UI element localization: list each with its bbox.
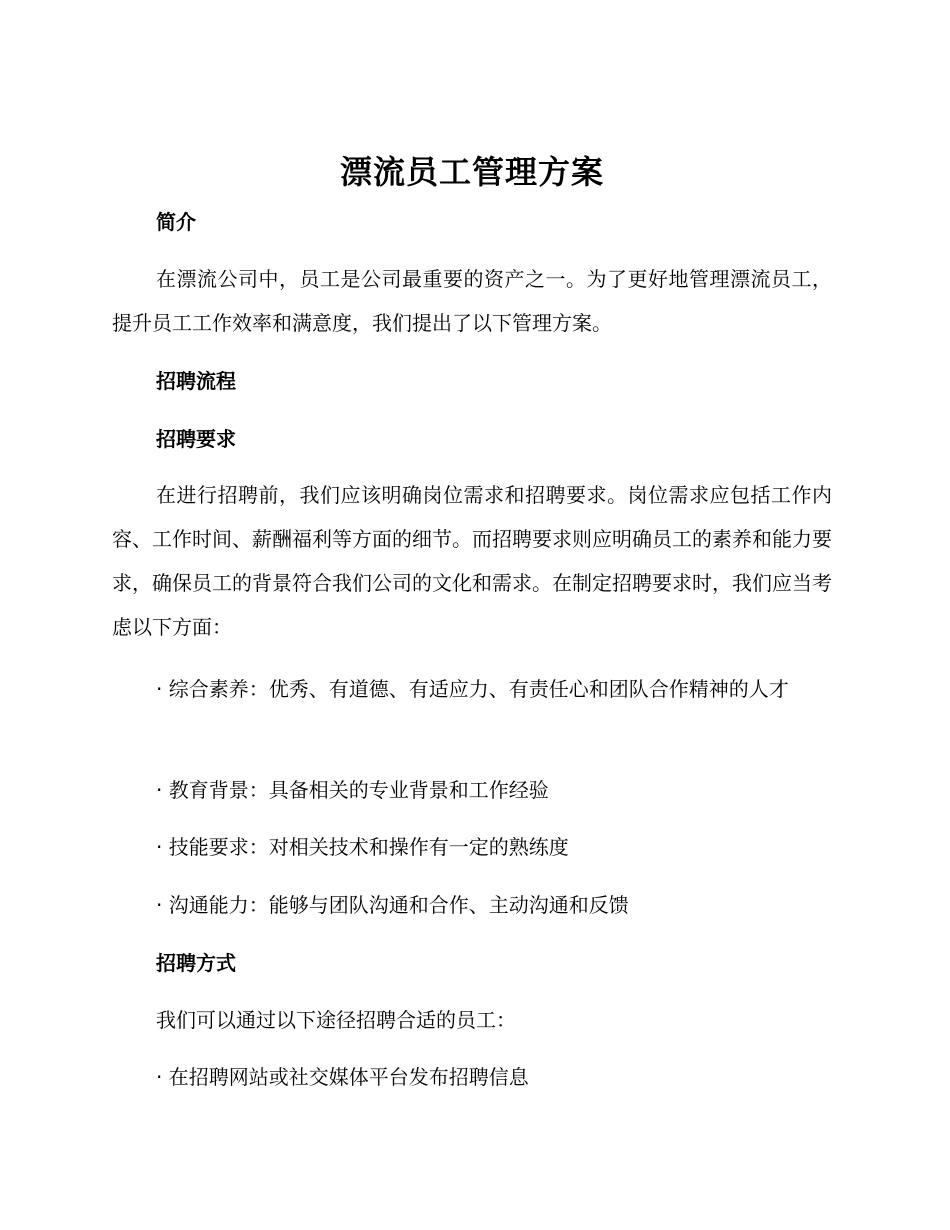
requirement-bullet-3: · 技能要求：对相关技术和操作有一定的熟练度 <box>156 835 569 859</box>
recruitment-methods-heading: 招聘方式 <box>156 951 236 975</box>
requirement-bullet-2: · 教育背景：具备相关的专业背景和工作经验 <box>156 778 549 802</box>
method-bullet-1: · 在招聘网站或社交媒体平台发布招聘信息 <box>156 1065 529 1089</box>
recruitment-requirements-heading: 招聘要求 <box>156 427 236 451</box>
recruitment-process-heading: 招聘流程 <box>156 369 236 393</box>
recruitment-methods-paragraph: 我们可以通过以下途径招聘合适的员工： <box>156 1008 516 1032</box>
requirement-bullet-4: · 沟通能力：能够与团队沟通和合作、主动沟通和反馈 <box>156 893 629 917</box>
intro-heading: 简介 <box>156 210 196 234</box>
document-title: 漂流员工管理方案 <box>339 153 604 191</box>
recruitment-requirements-paragraph: 在进行招聘前，我们应该明确岗位需求和招聘要求。岗位需求应包括工作内容、工作时间、薪酬福利等方面的细节。而招聘要求则应明确员工的素养和能力要求，确保员工的背景符合我们公司的文化和需求。在制定招聘要求时，我们应当考虑以下方面： <box>112 483 832 639</box>
intro-paragraph: 在漂流公司中，员工是公司最重要的资产之一。为了更好地管理漂流员工，提升员工工作效率和满意度，我们提出了以下管理方案。 <box>112 267 832 335</box>
requirement-bullet-1: · 综合素养：优秀、有道德、有适应力、有责任心和团队合作精神的人才 <box>156 677 789 701</box>
